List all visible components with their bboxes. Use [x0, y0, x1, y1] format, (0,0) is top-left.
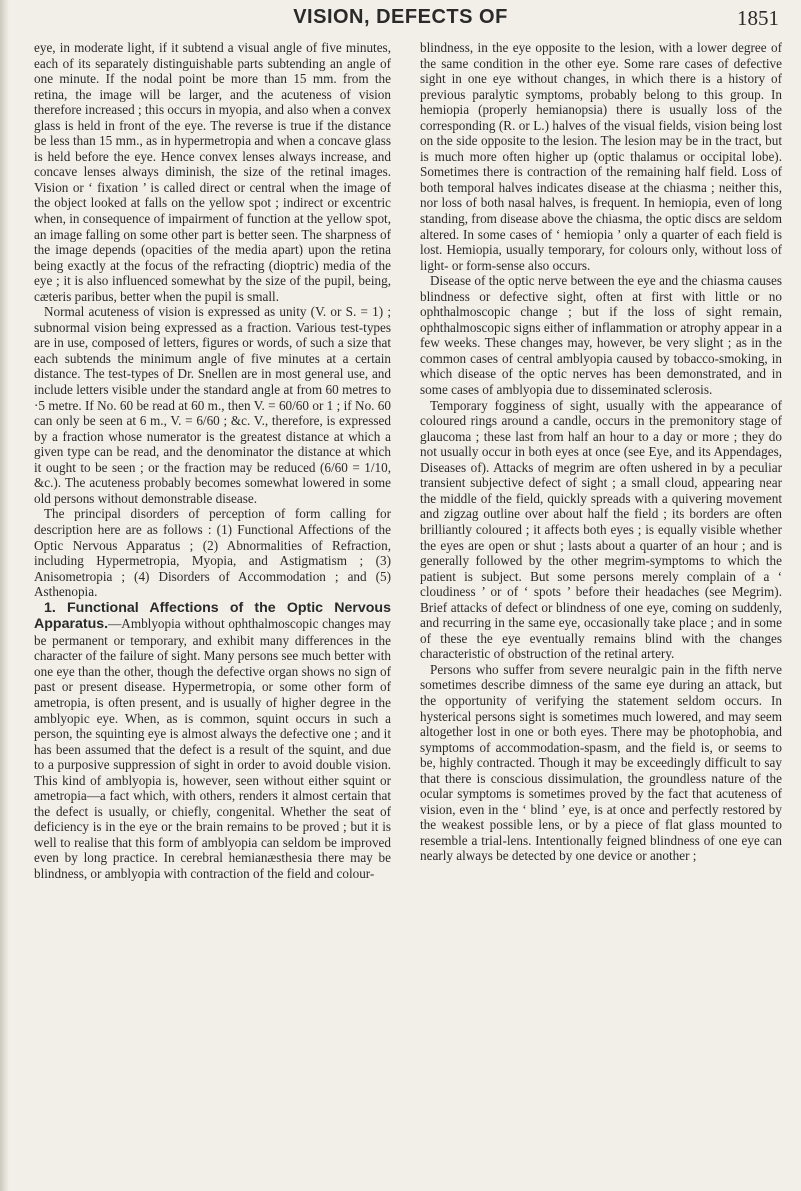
- left-column: [34, 40, 391, 882]
- page-number: 1851: [737, 6, 779, 30]
- paragraph: Disease of the optic nerve between the eye and the chiasma causes blindness or defective sight, often at first with little or no ophthalmoscopic change ; but if the loss of sight remain, ophthalmoscopic signs either of inflammation or atrophy appear in a few weeks. These changes may, however, be very slight ; as in the common cases of central amblyopia caused by tobacco-smoking, in which disease of the optic nerves has been demonstrated, and in some cases of amblyopia due to disseminated sclerosis.: [420, 273, 782, 398]
- right-column: [420, 40, 782, 864]
- paragraph: eye, in moderate light, if it subtend a visual angle of five minutes, each of its separately distinguishable parts subtending an angle of one minute. If the nodal point be more than 15 mm. from the retina, the image will be larger, and the acuteness of vision therefore increased ; this occurs in myopia, and also when a convex glass is held in front of the eye. The reverse is true if the distance be less than 15 mm., as in hypermetropia and when a concave glass is held before the eye. Hence convex lenses always increase, and concave lenses always diminish, the size of the retinal images. Vision or ‘ fixation ’ is called direct or central when the image of the object looked at falls on the yellow spot ; indirect or excentric when, in consequence of impairment of function at the yellow spot, an image falling on some other part is better seen. The sharpness of the image depends (opacities of the media apart) upon the retina being exactly at the focus of the refracting (dioptric) media of the eye ; it is also influenced somewhat by the size of the pupil, being, cæteris paribus, better when the pupil is small.: [34, 40, 391, 304]
- paragraph: Persons who suffer from severe neuralgic pain in the fifth nerve sometimes describe dimness of the same eye during an attack, but the opportunity of verifying the statement seldom occurs. In hysterical persons sight is sometimes much lowered, and may seem altogether lost in one or both eyes. There may be photophobia, and symptoms of accommodation-spasm, and the field is, or seems to be, highly contracted. Though it may be exceedingly difficult to say that there is conscious dissimulation, the groundless nature of the ocular symptoms is sometimes proved by the fact that acuteness of vision, even in the ‘ blind ’ eye, is at once and perfectly restored by the weakest possible lens, or by a piece of flat glass mounted to resemble a trial-lens. Intentionally feigned blindness of one eye can nearly always be detected by one device or another ;: [420, 661, 782, 864]
- running-head: VISION, DEFECTS OF: [293, 6, 508, 28]
- paragraph: blindness, in the eye opposite to the lesion, with a lower degree of the same condition in the other eye. Some rare cases of defective sight in one eye without changes, in which there is a history of previous paralytic symptoms, probably belong to this group. In hemiopia (properly hemianopsia) there is usually loss of the corresponding (R. or L.) halves of the visual fields, vision being lost on the side opposite to the lesion. The lesion may be in the tract, but is much more often higher up (optic thalamus or occipital lobe). Sometimes there is contraction of the remaining half field. Loss of both temporal halves indicates disease at the chiasma ; neither this, nor loss of both nasal halves, is frequent. In hemiopia, even of long standing, from disease above the chiasma, the optic discs are seldom altered. In some cases of ‘ hemiopia ’ only a quarter of each field is lost. Hemiopia, usually temporary, for colours only, without loss of light- or form-sense also occurs.: [420, 40, 782, 273]
- paragraph: Normal acuteness of vision is expressed as unity (V. or S. = 1) ; subnormal vision being expressed as a fraction. Various test-types are in use, composed of letters, figures or words, of such a size that each subtends the minimum angle of five minutes at a certain distance. The test-types of Dr. Snellen are in most general use, and include letters visible under the standard angle at from 60 metres to ·5 metre. If No. 60 be read at 60 m., then V. = 60/60 or 1 ; if No. 60 can only be seen at 6 m., V. = 6/60 ; &c. V., therefore, is expressed by a fraction whose numerator is the greatest distance at which a given type can be read, and the denominator the distance at which it ought to be seen ; or the fraction may be reduced (6/60 = 1/10, &c.). The acuteness probably becomes somewhat lowered in some old persons without demonstrable disease.: [34, 304, 391, 506]
- paragraph: Temporary fogginess of sight, usually with the appearance of coloured rings around a candle, occurs in the premonitory stage of glaucoma ; these last from half an hour to a day or more ; they do not usually occur in both eyes at once (see Eye, and its Appendages, Diseases of). Attacks of megrim are often ushered in by a peculiar transient subjective defect of sight ; a small cloud, appearing near the middle of the field, quickly spreads with a quivering movement and zigzag outline over about half the field ; its borders are often brilliantly coloured ; it affects both eyes ; is equally visible whether the eyes are open or shut ; lasts about a quarter of an hour ; and is generally followed by the other megrim-symptoms to which the patient is subject. But some persons merely complain of a ‘ cloudiness ’ or of ‘ spots ’ before their headaches (see Megrim). Brief attacks of defect or blindness of one eye, coming on suddenly, and recurring in the same eye, occasionally take place ; and in some of these the eye eventually remains blind with the changes characteristic of obstruction of the retinal artery.: [420, 397, 782, 662]
- section-paragraph: [34, 600, 391, 882]
- section-heading: 1. Functional Affections of the Optic Nervous Apparatus.: [34, 599, 391, 633]
- facing-page-bleed: [0, 0, 9, 1191]
- section-body: —Amblyopia without ophthalmoscopic changes may be permanent or temporary, and exhibit many differences in the character of the failure of sight. Many persons see much better with one eye than the other, though the defective organ shows no sign of past or present disease. Hypermetropia, or some other form of ametropia, is often present, and is usually of higher degree in the amblyopic eye. When, as is common, squint occurs in such a person, the squinting eye is almost always the defective one ; and it has been assumed that the defect is a result of the squint, and due to a purposive suppression of sight in order to avoid double vision. This kind of amblyopia is, however, seen without either squint or ametropia—a fact which, with others, renders it almost certain that the defect is usually, or chiefly, congenital. Whether the seat of deficiency is in the eye or the brain remains to be proved ; but it is well to realise that this form of amblyopia can seldom be improved even by long practice. In cerebral hemianæsthesia there may be blindness, or amblyopia with contraction of the field and colour-: [34, 616, 391, 881]
- paragraph: The principal disorders of perception of form calling for description here are as follows : (1) Functional Affections of the Optic Nervous Apparatus ; (2) Abnormalities of Refraction, including Hypermetropia, Myopia, and Astigmatism ; (3) Anisometropia ; (4) Disorders of Accommodation ; and (5) Asthenopia.: [34, 506, 391, 600]
- page-header: [0, 6, 801, 34]
